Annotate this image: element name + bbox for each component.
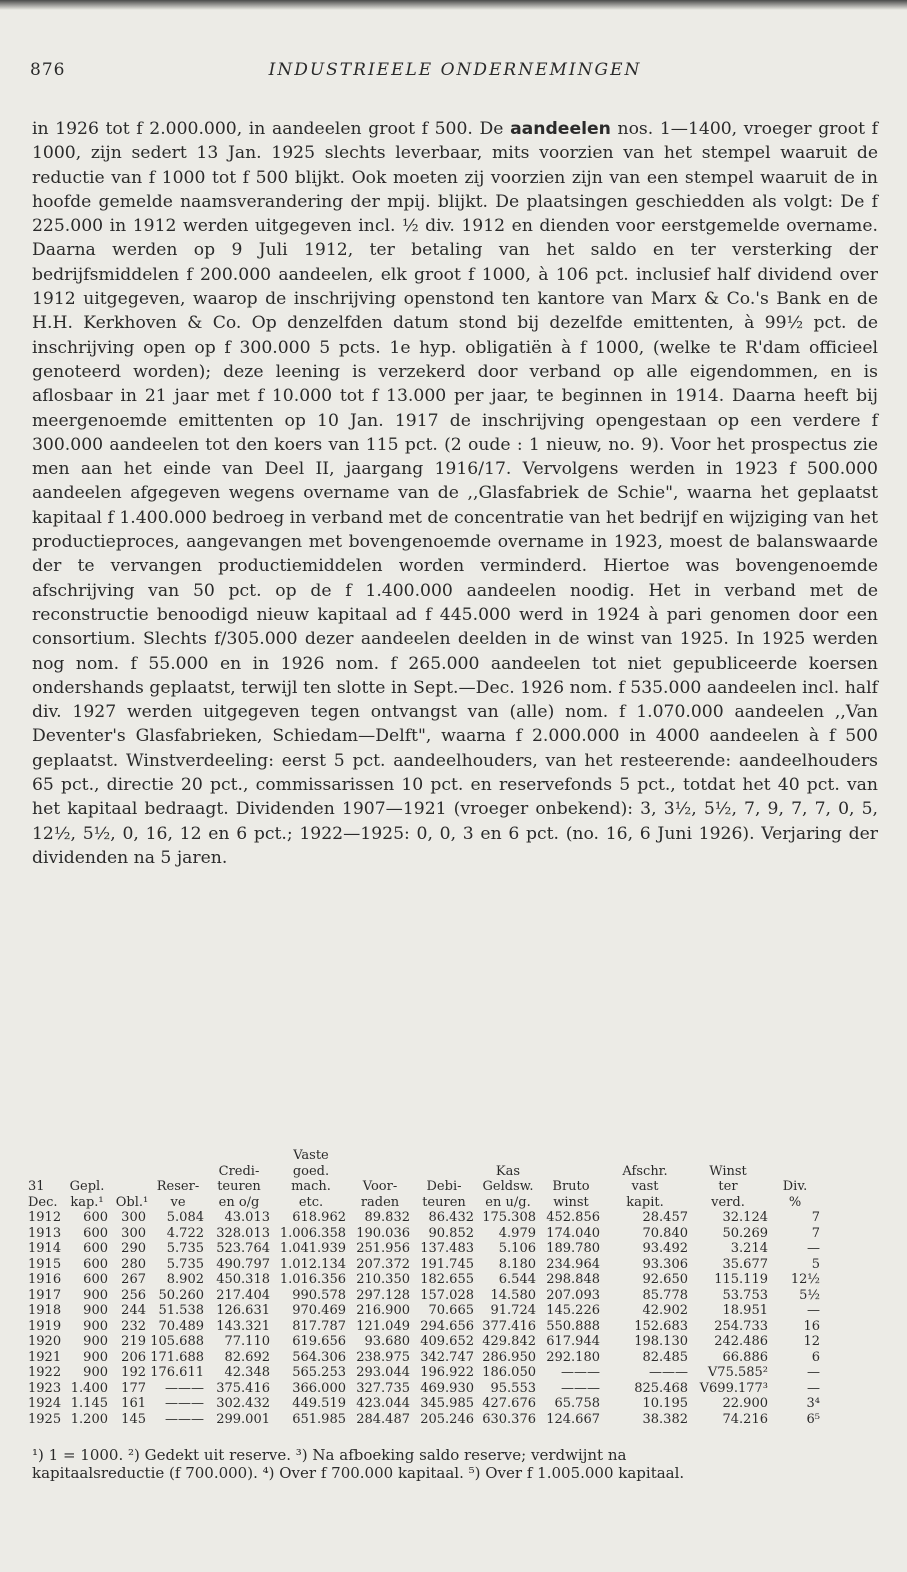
table-cell: 423.044 bbox=[356, 1396, 410, 1411]
table-cell: 469.930 bbox=[420, 1380, 474, 1396]
table-row bbox=[28, 1365, 888, 1381]
footnotes bbox=[32, 1446, 882, 1482]
table-cell: 121.049 bbox=[356, 1318, 410, 1334]
table-cell: 8.902 bbox=[166, 1272, 204, 1287]
table-header-cell: Div. bbox=[782, 1179, 808, 1194]
table-cell: 206 bbox=[121, 1349, 146, 1365]
table-cell: — bbox=[807, 1380, 820, 1396]
table-cell: 85.778 bbox=[642, 1287, 688, 1303]
table-cell: 93.492 bbox=[642, 1241, 688, 1256]
table-row bbox=[28, 1396, 888, 1412]
table-header-cell: en u/g. bbox=[485, 1194, 531, 1210]
table-cell: 93.306 bbox=[642, 1256, 688, 1272]
table-header-cell: mach. bbox=[291, 1179, 331, 1194]
table-cell: 5.735 bbox=[166, 1241, 204, 1256]
table-cell: 177 bbox=[121, 1380, 146, 1396]
table-cell: 242.486 bbox=[714, 1334, 768, 1349]
table-cell: 105.688 bbox=[150, 1334, 204, 1349]
body-text bbox=[32, 117, 878, 870]
table-cell: 196.922 bbox=[420, 1365, 474, 1380]
table-cell: 32.124 bbox=[722, 1210, 768, 1225]
table-cell: 70.489 bbox=[158, 1318, 204, 1334]
table-cell: 207.093 bbox=[546, 1287, 600, 1303]
table-header-cell: Kas bbox=[495, 1163, 521, 1179]
table-header-cell: goed. bbox=[292, 1163, 330, 1179]
table-cell: 300 bbox=[121, 1210, 146, 1225]
table-cell: 38.382 bbox=[642, 1411, 688, 1427]
table-header-row bbox=[28, 1195, 888, 1211]
table-cell: 152.683 bbox=[634, 1318, 688, 1334]
table-cell: 619.656 bbox=[292, 1334, 346, 1349]
table-cell: 16 bbox=[803, 1318, 820, 1334]
table-cell: 564.306 bbox=[292, 1349, 346, 1365]
table-cell: 53.753 bbox=[722, 1287, 768, 1303]
table-cell: 377.416 bbox=[482, 1318, 536, 1334]
table-header-cell: Geldsw. bbox=[482, 1179, 534, 1194]
table-cell: 366.000 bbox=[292, 1380, 346, 1396]
table-cell: 900 bbox=[83, 1287, 108, 1303]
table-cell: 1920 bbox=[28, 1334, 62, 1349]
table-cell: 182.655 bbox=[420, 1272, 474, 1287]
table-cell: 900 bbox=[83, 1334, 108, 1349]
table-cell: 207.372 bbox=[356, 1256, 410, 1272]
table-cell: 51.538 bbox=[158, 1303, 204, 1318]
table-cell: 297.128 bbox=[356, 1287, 410, 1303]
table-cell: 990.578 bbox=[292, 1287, 346, 1303]
table-cell: 1.400 bbox=[70, 1380, 108, 1396]
table-cell: V75.585² bbox=[707, 1365, 768, 1380]
footnote-line-1: ¹) 1 = 1000. ²) Gedekt uit reserve. ³) Na afboeking saldo reserve; verdwijnt na bbox=[32, 1446, 627, 1464]
table-cell: ——— bbox=[561, 1365, 600, 1380]
table-cell: 8.180 bbox=[498, 1256, 536, 1272]
table-cell: 157.028 bbox=[420, 1287, 474, 1303]
table-cell: 175.308 bbox=[482, 1210, 536, 1225]
table-cell: 192 bbox=[121, 1365, 146, 1380]
table-cell: 449.519 bbox=[292, 1396, 346, 1411]
table-cell: 232 bbox=[121, 1318, 146, 1334]
table-cell: 286.950 bbox=[482, 1349, 536, 1365]
table-cell: 124.667 bbox=[546, 1411, 600, 1427]
table-cell: 251.956 bbox=[356, 1241, 410, 1256]
table-cell: 1919 bbox=[28, 1318, 62, 1334]
table-cell: 1925 bbox=[28, 1411, 62, 1427]
table-cell: 294.656 bbox=[420, 1318, 474, 1334]
table-cell: 1918 bbox=[28, 1303, 62, 1318]
table-cell: — bbox=[807, 1303, 820, 1318]
table-cell: 328.013 bbox=[216, 1225, 270, 1241]
table-cell: ——— bbox=[165, 1411, 204, 1427]
table-cell: 284.487 bbox=[356, 1411, 410, 1427]
table-cell: 900 bbox=[83, 1365, 108, 1380]
table-row bbox=[28, 1288, 888, 1304]
table-cell: 617.944 bbox=[546, 1334, 600, 1349]
table-cell: 298.848 bbox=[546, 1272, 600, 1287]
table-cell: 126.631 bbox=[216, 1303, 270, 1318]
table-cell: 89.832 bbox=[364, 1210, 410, 1225]
table-cell: 600 bbox=[83, 1225, 108, 1241]
scan-edge-shadow bbox=[0, 0, 907, 10]
table-cell: 216.900 bbox=[356, 1303, 410, 1318]
table-cell: 205.246 bbox=[420, 1411, 474, 1427]
table-header-row bbox=[28, 1179, 888, 1195]
table-cell: 82.692 bbox=[224, 1349, 270, 1365]
table-cell: 1.041.939 bbox=[279, 1241, 346, 1256]
running-title: INDUSTRIEELE ONDERNEMINGEN bbox=[268, 60, 642, 80]
table-cell: 550.888 bbox=[546, 1318, 600, 1334]
body-text-rest: nos. 1—1400, vroeger groot f 1000, zijn sedert 13 Jan. 1925 slechts leverbaar, mits voorzien van het stempel waaruit de reductie van f 1000 tot f 500 blijkt. Ook moeten zij voorzien zijn van een stempel waaruit de in hoofde gemelde naamsverandering der mpij. blijkt. De plaatsingen geschiedden als volgt: De f 225.000 in 1912 werden uitgegeven incl. ½ div. 1912 en dienden voor eerstgemelde overname. Daarna werden op 9 Juli 1912, ter betaling van het saldo en ter versterking der bedrijfsmiddelen f 200.000 aandeelen, elk groot f 1000, à 106 pct. inclusief half dividend over 1912 uitgegeven, waarop de inschrijving openstond ten kantore van Marx & Co.'s Bank en de H.H. Kerkhoven & Co. Op denzelfden datum stond bij dezelfde emittenten, à 99½ pct. de inschrijving open op f 300.000 5 pcts. 1e hyp. obligatiën à f 1000, (welke te R'dam officieel genoteerd worden); deze leening is verzekerd door verband op alle eigendommen, en is aflosbaar in 21 jaar met f 10.000 tot f 13.000 per jaar, te beginnen in 1914. Daarna heeft bij meergenoemde emittenten op 10 Jan. 1917 de inschrijving opengestaan op een verdere f 300.000 aandeelen tot den koers van 115 pct. (2 oude : 1 nieuw, no. 9). Voor het prospectus zie men aan het einde van Deel II, jaargang 1916/17. Vervolgens werden in 1923 f 500.000 aandeelen afgegeven wegens overname van de ,,Glasfabriek de Schie", waarna het geplaatst kapitaal f 1.400.000 bedroeg in verband met de concentratie van het bedrijf en wijziging van het productieproces, aangevangen met bovengenoemde overname in 1923, moest de balanswaarde der te vervangen productiemiddelen worden verminderd. Hiertoe was bovengenoemde afschrijving van 50 pct. op de f 1.400.000 aandeelen noodig. Het in verband met de reconstructie benoodigd nieuw kapitaal ad f 445.000 werd in 1924 à pari genomen door een consortium. Slechts f/305.000 dezer aandeelen deelden in de winst van 1925. In 1925 werden nog nom. f 55.000 en in 1926 nom. f 265.000 aandeelen tot niet gepubliceerde koersen ondershands geplaatst, terwijl ten slotte in Sept.—Dec. 1926 nom. f 535.000 aandeelen incl. half div. 1927 werden uitgegeven tegen ontvangst van (alle) nom. f 1.070.000 aandeelen ,,Van Deventer's Glasfabrieken, Schiedam—Delft", waarna f 2.000.000 in 4000 aandeelen à f 500 geplaatst. Winstverdeeling: eerst 5 pct. aandeelhouders, van het resteerende: aandeelhouders 65 pct., directie 20 pct., commissarissen 10 pct. en reservefonds 5 pct., totdat het 40 pct. van het kapitaal bedraagt. Dividenden 1907—1921 (vroeger onbekend): 3, 3½, 5½, 7, 9, 7, 7, 0, 5, 12½, 5½, 0, 16, 12 en 6 pct.; 1922—1925: 0, 0, 3 en 6 pct. (no. 16, 6 Juni 1926). Verjaring der dividenden na 5 jaren. bbox=[32, 119, 878, 868]
table-cell: 900 bbox=[83, 1349, 108, 1365]
table-cell: 82.485 bbox=[642, 1349, 688, 1365]
table-row bbox=[28, 1210, 888, 1226]
table-cell: 217.404 bbox=[216, 1287, 270, 1303]
table-cell: 77.110 bbox=[224, 1334, 270, 1349]
table-cell: ——— bbox=[561, 1380, 600, 1396]
table-cell: 327.735 bbox=[356, 1380, 410, 1396]
footnote-line-2: kapitaalsreductie (f 700.000). ⁴) Over f 700.000 kapitaal. ⁵) Over f 1.005.000 kapitaal. bbox=[32, 1464, 685, 1482]
table-row bbox=[28, 1241, 888, 1257]
body-text-start: in 1926 tot f 2.000.000, in aandeelen groot f 500. De bbox=[32, 119, 511, 139]
table-cell: 43.013 bbox=[224, 1210, 270, 1225]
table-cell: 5½ bbox=[799, 1287, 820, 1303]
table-row bbox=[28, 1303, 888, 1319]
table-header-cell: teuren bbox=[422, 1194, 466, 1210]
table-cell: 186.050 bbox=[482, 1365, 536, 1380]
table-header-cell: ve bbox=[170, 1194, 186, 1210]
table-cell: 91.724 bbox=[490, 1303, 536, 1318]
table-cell: 565.253 bbox=[292, 1365, 346, 1380]
table-header-cell: Gepl. bbox=[69, 1179, 105, 1194]
table-cell: 825.468 bbox=[634, 1380, 688, 1396]
table-cell: 115.119 bbox=[714, 1272, 768, 1287]
table-cell: 5.735 bbox=[166, 1256, 204, 1272]
table-cell: 300 bbox=[121, 1225, 146, 1241]
table-header-cell: 31 bbox=[28, 1179, 45, 1194]
table-row bbox=[28, 1257, 888, 1273]
keyword-aandeelen: aandeelen bbox=[510, 119, 611, 139]
table-cell: 600 bbox=[83, 1272, 108, 1287]
table-cell: 35.677 bbox=[722, 1256, 768, 1272]
table-header-cell: Obl.¹ bbox=[115, 1194, 149, 1210]
table-cell: 1916 bbox=[28, 1272, 62, 1287]
table-cell: 256 bbox=[121, 1287, 146, 1303]
table-cell: 452.856 bbox=[546, 1210, 600, 1225]
table-cell: 4.979 bbox=[498, 1225, 536, 1241]
table-cell: 299.001 bbox=[216, 1411, 270, 1427]
table-header-cell: kapit. bbox=[626, 1194, 664, 1210]
table-cell: 3.214 bbox=[730, 1241, 768, 1256]
table-cell: 5.084 bbox=[166, 1210, 204, 1225]
table-header-cell: Debi- bbox=[426, 1179, 462, 1194]
table-cell: 70.665 bbox=[428, 1303, 474, 1318]
table-header-cell: % bbox=[788, 1194, 802, 1210]
table-cell: 630.376 bbox=[482, 1411, 536, 1427]
table-row bbox=[28, 1334, 888, 1350]
table-row bbox=[28, 1272, 888, 1288]
table-cell: 14.580 bbox=[490, 1287, 536, 1303]
table-cell: 523.764 bbox=[216, 1241, 270, 1256]
table-cell: 28.457 bbox=[642, 1210, 688, 1225]
table-cell: 3⁴ bbox=[806, 1396, 820, 1411]
table-cell: 191.745 bbox=[420, 1256, 474, 1272]
table-cell: 10.195 bbox=[642, 1396, 688, 1411]
table-cell: 600 bbox=[83, 1241, 108, 1256]
table-cell: 600 bbox=[83, 1256, 108, 1272]
table-cell: 427.676 bbox=[482, 1396, 536, 1411]
table-cell: 409.652 bbox=[420, 1334, 474, 1349]
table-cell: 450.318 bbox=[216, 1272, 270, 1287]
financial-table bbox=[28, 1148, 888, 1427]
table-cell: 145.226 bbox=[546, 1303, 600, 1318]
table-header-cell: Reser- bbox=[156, 1179, 200, 1194]
table-cell: 1.200 bbox=[70, 1411, 108, 1427]
table-row bbox=[28, 1319, 888, 1335]
table-header-cell: Afschr. bbox=[622, 1163, 668, 1179]
table-cell: 254.733 bbox=[714, 1318, 768, 1334]
table-cell: 342.747 bbox=[420, 1349, 474, 1365]
table-header-cell: Voor- bbox=[362, 1179, 398, 1194]
table-cell: 1912 bbox=[28, 1210, 62, 1225]
table-cell: 970.469 bbox=[292, 1303, 346, 1318]
table-cell: 1924 bbox=[28, 1396, 62, 1411]
table-cell: 65.758 bbox=[554, 1396, 600, 1411]
table-cell: 267 bbox=[121, 1272, 146, 1287]
table-cell: 238.975 bbox=[356, 1349, 410, 1365]
table-cell: ——— bbox=[649, 1365, 688, 1380]
table-cell: 1914 bbox=[28, 1241, 62, 1256]
table-cell: 22.900 bbox=[722, 1396, 768, 1411]
table-cell: 292.180 bbox=[546, 1349, 600, 1365]
table-cell: 50.260 bbox=[158, 1287, 204, 1303]
table-header-cell: Vaste bbox=[293, 1148, 329, 1163]
table-cell: 143.321 bbox=[216, 1318, 270, 1334]
table-cell: 244 bbox=[121, 1303, 146, 1318]
table-cell: 42.348 bbox=[224, 1365, 270, 1380]
table-header-row bbox=[28, 1164, 888, 1180]
table-cell: 145 bbox=[121, 1411, 146, 1427]
table-cell: 66.886 bbox=[722, 1349, 768, 1365]
table-cell: 1923 bbox=[28, 1380, 62, 1396]
table-cell: 6.544 bbox=[498, 1272, 536, 1287]
table-row bbox=[28, 1381, 888, 1397]
table-cell: 1913 bbox=[28, 1225, 62, 1241]
table-cell: 1915 bbox=[28, 1256, 62, 1272]
table-cell: — bbox=[807, 1241, 820, 1256]
table-cell: 86.432 bbox=[428, 1210, 474, 1225]
table-cell: 4.722 bbox=[166, 1225, 204, 1241]
table-cell: 1.006.358 bbox=[279, 1225, 346, 1241]
table-cell: 1922 bbox=[28, 1365, 62, 1380]
table-cell: — bbox=[807, 1365, 820, 1380]
table-header-cell: kap.¹ bbox=[70, 1194, 104, 1210]
table-cell: 290 bbox=[121, 1241, 146, 1256]
table-cell: 7 bbox=[811, 1225, 820, 1241]
table-cell: 210.350 bbox=[356, 1272, 410, 1287]
table-cell: 219 bbox=[121, 1334, 146, 1349]
table-cell: 74.216 bbox=[722, 1411, 768, 1427]
table-cell: 92.650 bbox=[642, 1272, 688, 1287]
table-header-cell: en o/g bbox=[218, 1194, 260, 1210]
table-cell: 6 bbox=[811, 1349, 820, 1365]
table-cell: 93.680 bbox=[364, 1334, 410, 1349]
table-cell: 70.840 bbox=[642, 1225, 688, 1241]
table-cell: 1.012.134 bbox=[279, 1256, 346, 1272]
table-cell: 176.611 bbox=[150, 1365, 204, 1380]
table-cell: 161 bbox=[121, 1396, 146, 1411]
table-header-cell: verd. bbox=[711, 1194, 745, 1210]
page-header bbox=[30, 60, 880, 90]
table-cell: 1921 bbox=[28, 1349, 62, 1365]
table-cell: 651.985 bbox=[292, 1411, 346, 1427]
table-cell: 1.145 bbox=[70, 1396, 108, 1411]
table-header-cell: vast bbox=[631, 1179, 659, 1194]
table-cell: 618.962 bbox=[292, 1210, 346, 1225]
table-header-cell: winst bbox=[553, 1194, 589, 1210]
table-cell: 817.787 bbox=[292, 1318, 346, 1334]
table-header-cell: etc. bbox=[298, 1194, 324, 1210]
table-header-cell: Bruto bbox=[552, 1179, 590, 1194]
table-header-cell: Dec. bbox=[28, 1194, 58, 1210]
table-header-cell: teuren bbox=[217, 1179, 261, 1194]
table-cell: 189.780 bbox=[546, 1241, 600, 1256]
table-cell: 429.842 bbox=[482, 1334, 536, 1349]
table-cell: 6⁵ bbox=[806, 1411, 820, 1427]
table-cell: 137.483 bbox=[420, 1241, 474, 1256]
table-cell: 90.852 bbox=[428, 1225, 474, 1241]
table-cell: 42.902 bbox=[642, 1303, 688, 1318]
table-cell: 293.044 bbox=[356, 1365, 410, 1380]
table-cell: ——— bbox=[165, 1396, 204, 1411]
table-cell: 174.040 bbox=[546, 1225, 600, 1241]
table-row bbox=[28, 1350, 888, 1366]
table-cell: 375.416 bbox=[216, 1380, 270, 1396]
table-cell: 12½ bbox=[790, 1272, 820, 1287]
table-header-cell: Winst bbox=[709, 1163, 747, 1179]
table-cell: 190.036 bbox=[356, 1225, 410, 1241]
table-header-row bbox=[28, 1148, 888, 1164]
body-paragraph bbox=[32, 117, 878, 870]
table-cell: 5 bbox=[811, 1256, 820, 1272]
table-header-cell: Credi- bbox=[218, 1163, 260, 1179]
table-cell: 280 bbox=[121, 1256, 146, 1272]
table-cell: 95.553 bbox=[490, 1380, 536, 1396]
table-header-cell: raden bbox=[360, 1194, 400, 1210]
table-cell: 1.016.356 bbox=[279, 1272, 346, 1287]
table-row bbox=[28, 1226, 888, 1242]
table-cell: 345.985 bbox=[420, 1396, 474, 1411]
table-cell: 234.964 bbox=[546, 1256, 600, 1272]
table-cell: 7 bbox=[811, 1210, 820, 1225]
table-cell: 171.688 bbox=[150, 1349, 204, 1365]
table-cell: 600 bbox=[83, 1210, 108, 1225]
table-row bbox=[28, 1412, 888, 1428]
page-number: 876 bbox=[30, 60, 66, 80]
table-cell: 490.797 bbox=[216, 1256, 270, 1272]
table-cell: V699.177³ bbox=[699, 1380, 768, 1396]
table-cell: 50.269 bbox=[722, 1225, 768, 1241]
table-cell: 198.130 bbox=[634, 1334, 688, 1349]
table-cell: 900 bbox=[83, 1318, 108, 1334]
table-cell: ——— bbox=[165, 1380, 204, 1396]
table-cell: 18.951 bbox=[722, 1303, 768, 1318]
table-cell: 12 bbox=[803, 1334, 820, 1349]
table-cell: 5.106 bbox=[498, 1241, 536, 1256]
table-cell: 302.432 bbox=[216, 1396, 270, 1411]
table-header-cell: ter bbox=[718, 1179, 738, 1194]
table-cell: 900 bbox=[83, 1303, 108, 1318]
table-cell: 1917 bbox=[28, 1287, 62, 1303]
